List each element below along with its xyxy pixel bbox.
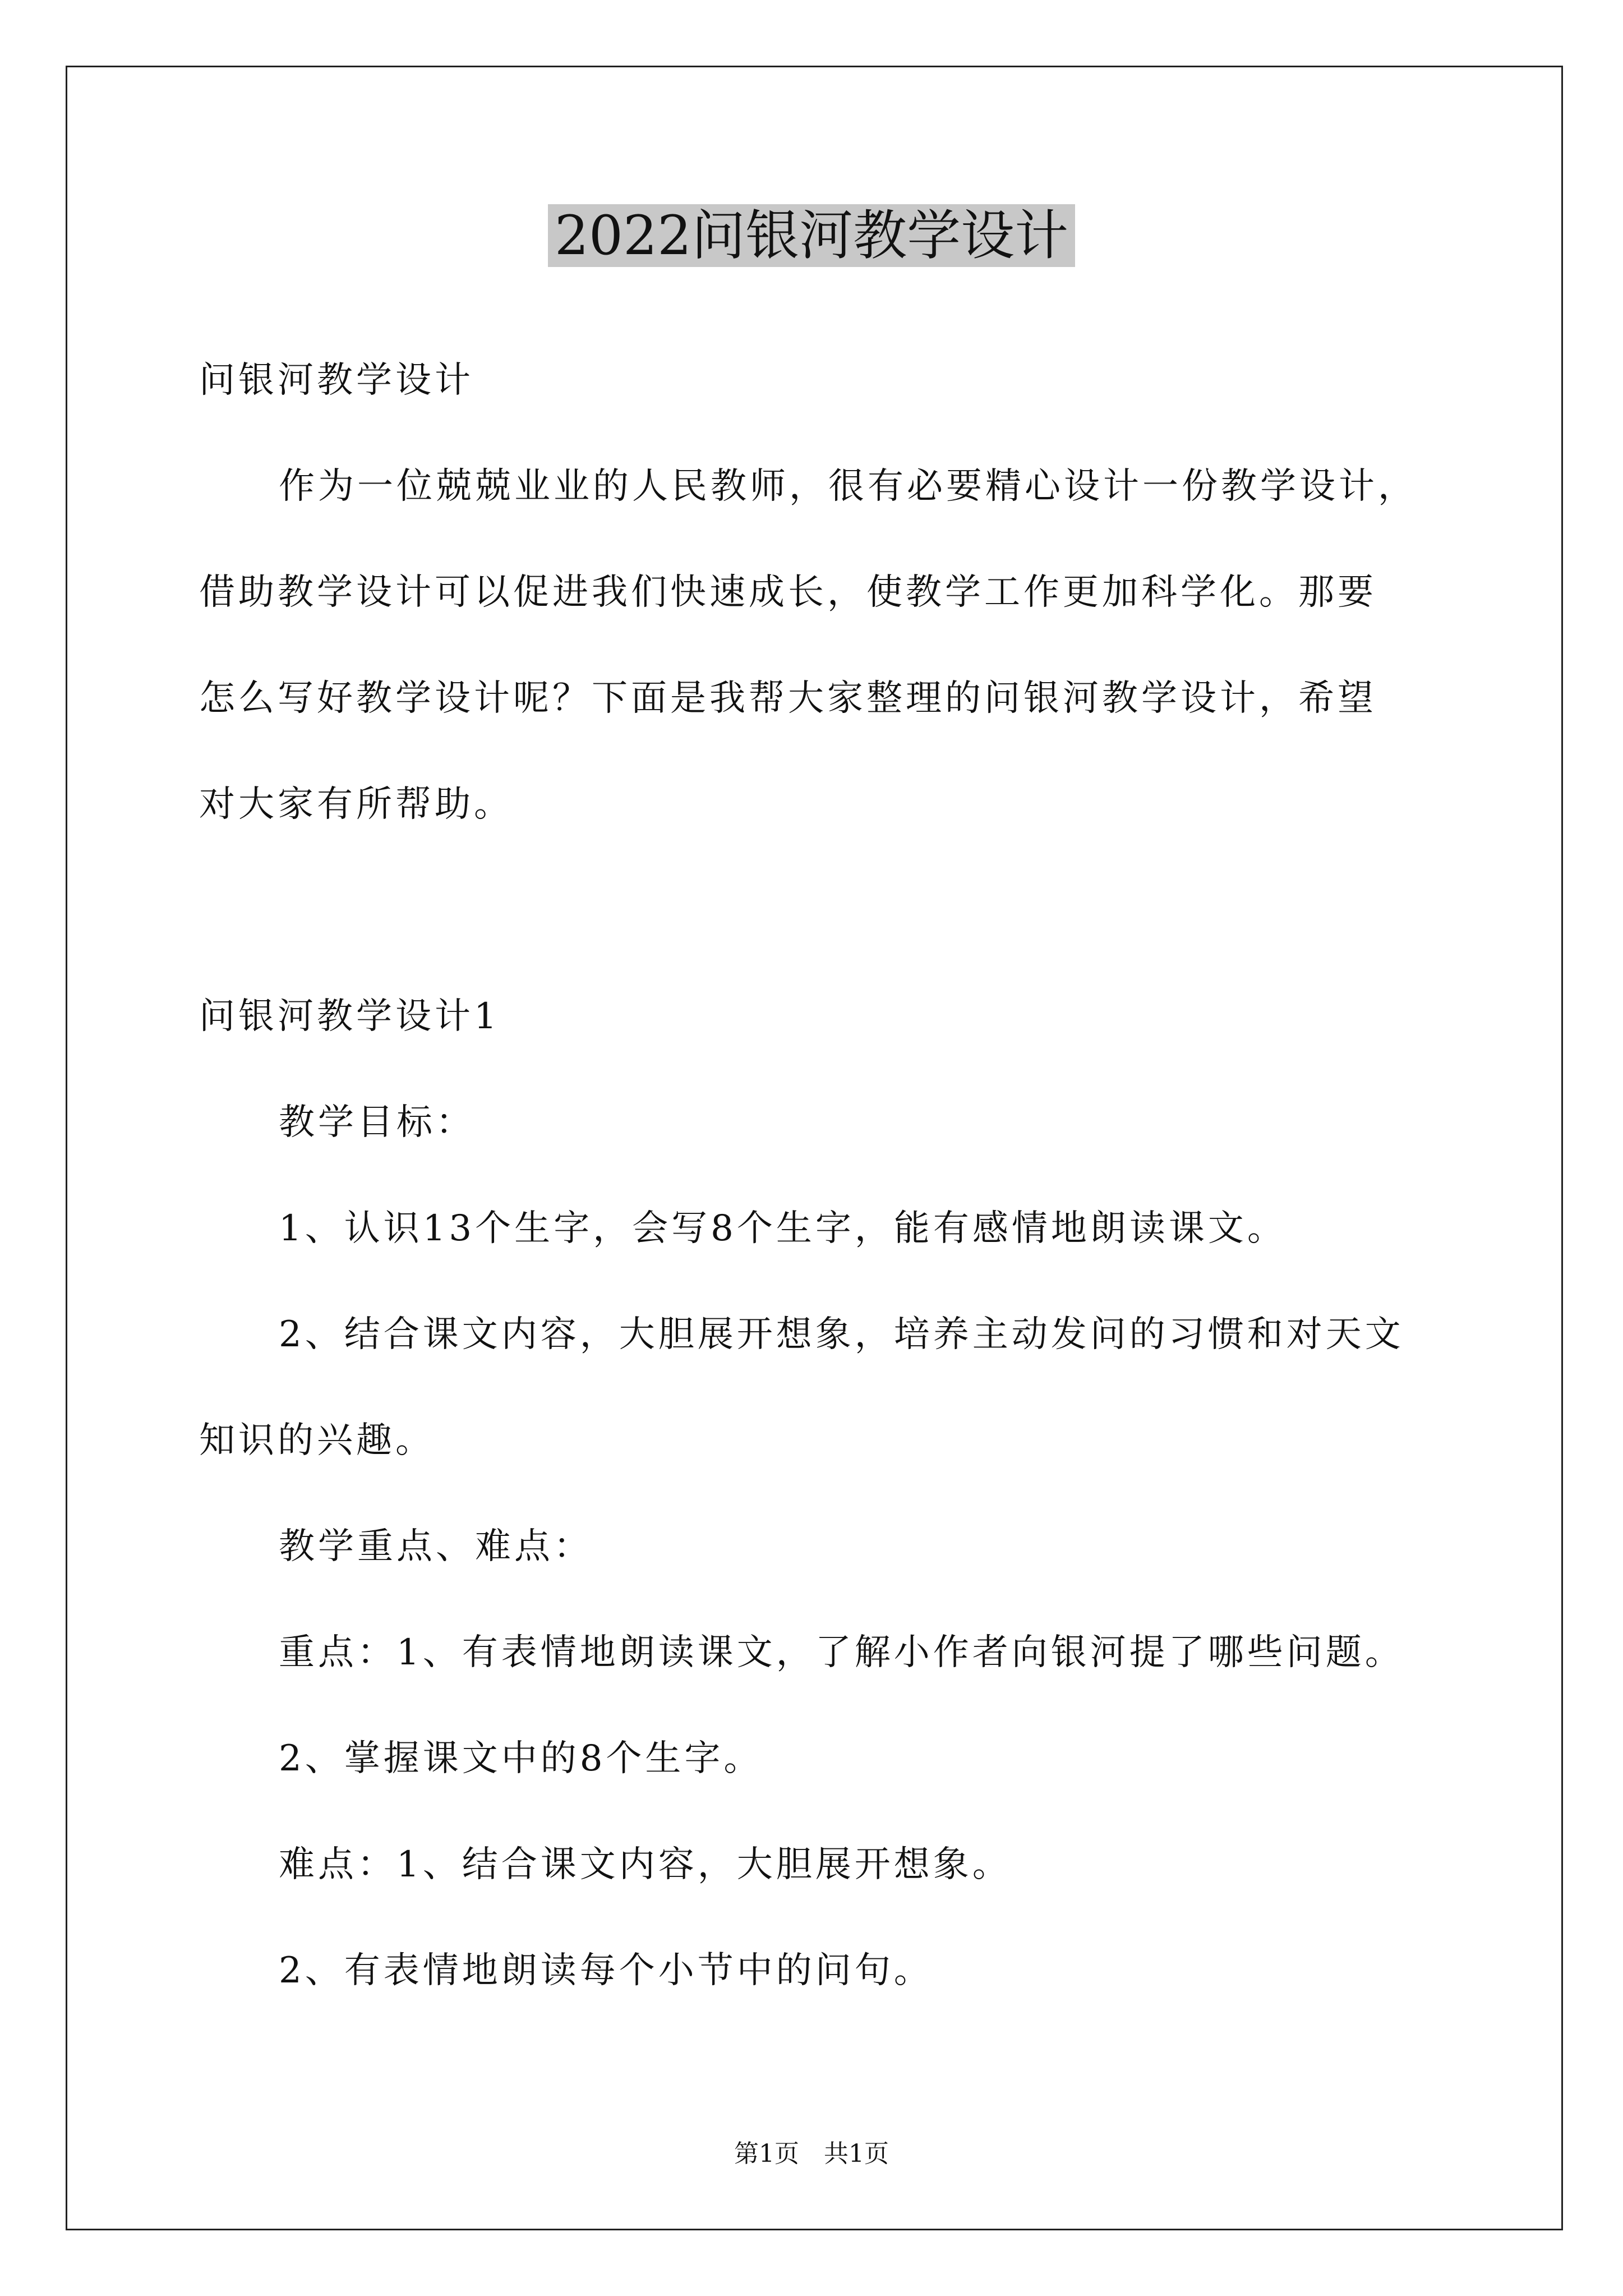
goal-item-2: 2、结合课文内容，大胆展开想象，培养主动发问的习惯和对天文 (279, 1314, 1404, 1355)
difficulty-2: 2、有表情地朗读每个小节中的问句。 (279, 1950, 933, 1991)
document-subtitle: 问银河教学设计 (199, 360, 474, 401)
goal-item-2-continued: 知识的兴趣。 (199, 1420, 435, 1461)
page-number-footer: 第1页 共1页 (734, 2139, 889, 2168)
key-points-heading: 教学重点、难点： (279, 1526, 593, 1567)
intro-line-2: 借助教学设计可以促进我们快速成长，使教学工作更加科学化。那要 (199, 572, 1377, 613)
difficulty-1: 难点：1、结合课文内容，大胆展开想象。 (279, 1844, 1012, 1885)
intro-line-4: 对大家有所帮助。 (199, 784, 513, 825)
section-title: 问银河教学设计1 (199, 996, 500, 1037)
goal-item-1: 1、认识13个生字，会写8个生字，能有感情地朗读课文。 (279, 1208, 1287, 1249)
document-title (0, 196, 1623, 275)
goals-heading: 教学目标： (279, 1102, 475, 1143)
key-point-1: 重点：1、有表情地朗读课文，了解小作者向银河提了哪些问题。 (279, 1632, 1404, 1673)
intro-line-1: 作为一位兢兢业业的人民教师，很有必要精心设计一份教学设计， (279, 466, 1417, 507)
key-point-2: 2、掌握课文中的8个生字。 (279, 1738, 763, 1779)
document-title-text: 2022问银河教学设计 (548, 204, 1075, 267)
intro-line-3: 怎么写好教学设计呢？下面是我帮大家整理的问银河教学设计，希望 (199, 678, 1377, 719)
